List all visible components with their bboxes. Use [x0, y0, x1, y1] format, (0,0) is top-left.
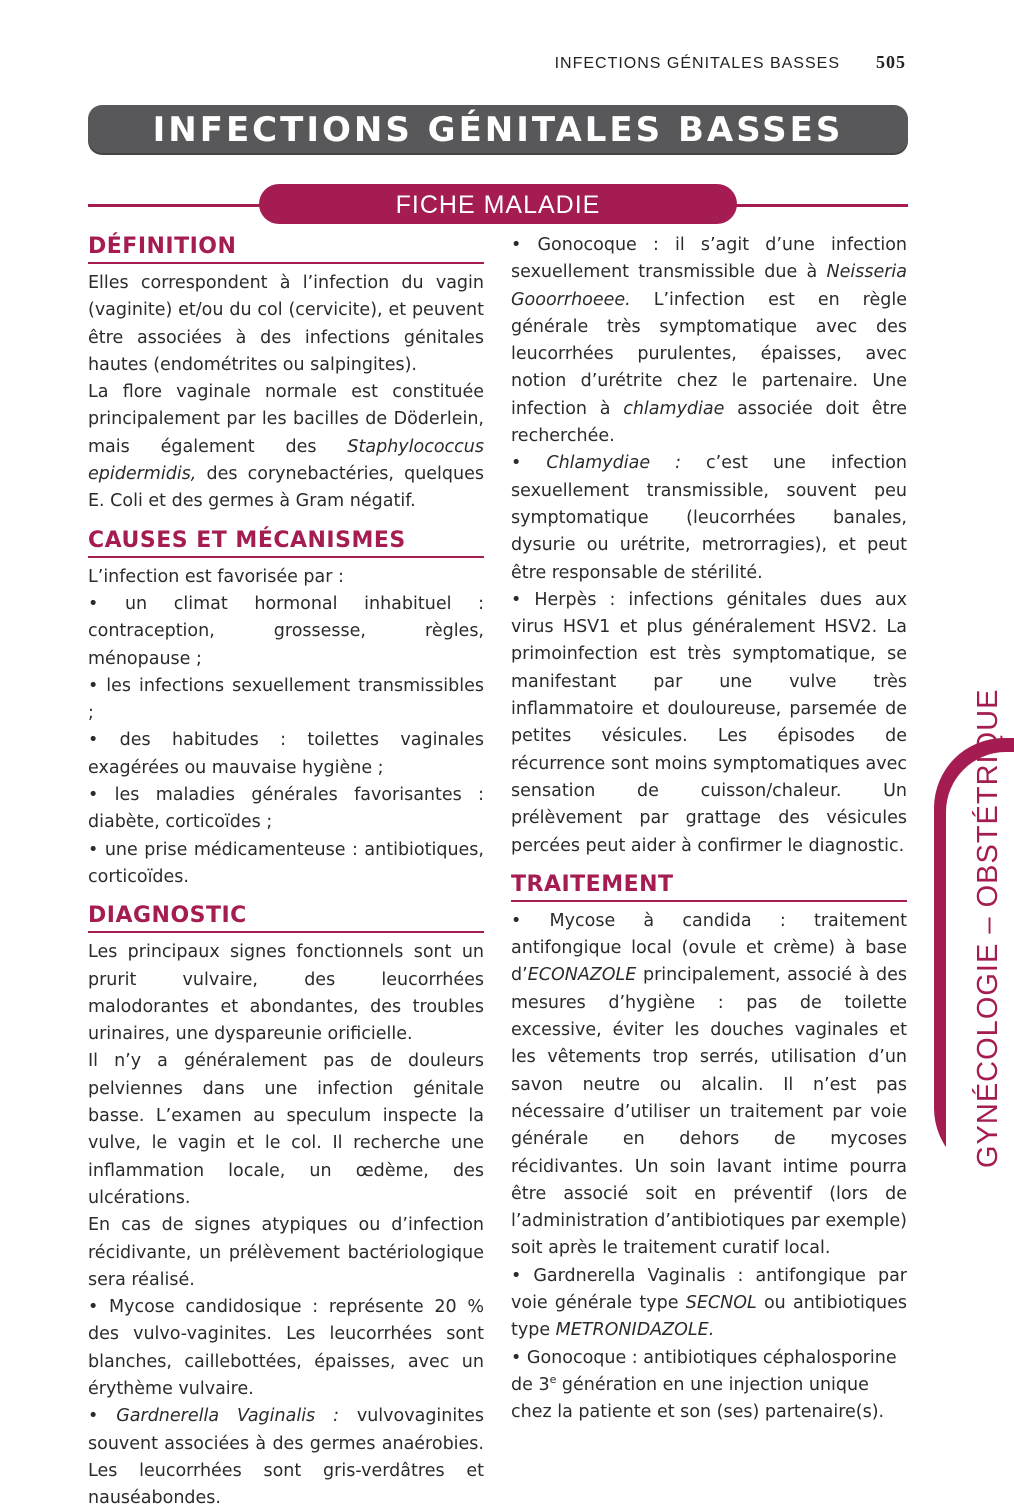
- italic-text: chlamydiae: [623, 398, 725, 419]
- page-number: 505: [876, 52, 906, 72]
- diagnostic-paragraph: En cas de signes atypiques ou d’infection récidivante, un prélèvement bactériologique sera réalisé.: [88, 1215, 484, 1290]
- text-span: associée doit être recherchée.: [511, 398, 908, 447]
- herpes-item: • Herpès : infections génitales dues aux virus HSV1 et plus généralement HSV2. La primoinfection est très symptomatique, se manifestant par une vulve très inflammatoire et douloureuse, parsemée de petites vésicules. Les épisodes de récurrence sont moins symptomatiques avec sensation de cuisson/chaleur. Un prélèvement par grattage des vésicules percées peut aider à confirmer le diagnostic.: [511, 589, 907, 856]
- text-span: L’infection est en règle générale très symptomatique avec des leucorrhées purulentes, épaisses, avec notion d’urétrite chez le partenaire. Une infection à: [511, 289, 907, 419]
- italic-text: SECNOL: [685, 1292, 757, 1313]
- gardnerella-item: • Gardnerella Vaginalis : vulvovaginites souvent associées à des germes anaérobies. Les leucorrhées sont gris-verdâtres et nauséabondes.: [88, 1406, 484, 1509]
- causes-heading: CAUSES ET MÉCANISMES: [88, 526, 484, 558]
- text-span: vulvovaginites souvent associées à des germes anaérobies. Les leucorrhées sont gris-verdâtres et nauséabondes.: [88, 1406, 484, 1509]
- running-title: INFECTIONS GÉNITALES BASSES: [554, 55, 840, 72]
- text-span: principalement, associé à des mesures d’hygiène : pas de toilette excessive, éviter les douches vaginales et les vêtements trop serrés, utilisation d’un savon neutre ou alcalin. Il n’est pas nécessaire d’utiliser un traitement par voie générale en dehors de mycoses récidivantes. Un soin lavant intime pourra être associé soit en préventif (lors de l’administration d’antibiotiques par exemple) soit après le traitement curatif local.: [511, 965, 907, 1259]
- running-header: [0, 52, 906, 73]
- right-column: [511, 232, 907, 1426]
- causes-item: • des habitudes : toilettes vaginales exagérées ou mauvaise hygiène ;: [88, 730, 484, 778]
- causes-item: • les maladies générales favorisantes : diabète, corticoïdes ;: [88, 785, 484, 833]
- causes-item: • une prise médicamenteuse : antibiotiques, corticoïdes.: [88, 839, 484, 887]
- superscript: e: [549, 1373, 557, 1387]
- text-span: La flore vaginale normale est constituée principalement par les bacilles de Döderlein, mais également des: [88, 382, 484, 457]
- left-column: [88, 232, 484, 1512]
- text-span: • Gonocoque : antibiotiques céphalosporine de 3: [511, 1347, 897, 1395]
- text-span: • Gonocoque : il s’agit d’une infection sexuellement transmissible due à: [511, 235, 907, 283]
- causes-item: • les infections sexuellement transmissibles ;: [88, 675, 484, 724]
- mycose-item: • Mycose candidosique : représente 20 % des vulvo-vaginites. Les leucorrhées sont blanches, caillebottées, épaisses, avec un érythème vulvaire.: [88, 1297, 484, 1399]
- italic-text: METRONIDAZOLE.: [555, 1320, 715, 1341]
- text-span: c’est une infection sexuellement transmissible, souvent peu symptomatique (leucorrhées banales, dysurie ou urétrite, metrorragies), et peut être responsable de stérilité.: [511, 453, 907, 583]
- italic-text: ECONAZOLE: [527, 965, 637, 986]
- text-span: • Gardnerella Vaginalis : antifongique par voie générale type: [511, 1265, 907, 1313]
- italic-text: Chlamydiae :: [546, 453, 682, 474]
- subtitle-rule-left: [88, 204, 263, 207]
- chlamydiae-item: • Chlamydiae : c’est une infection sexuellement transmissible, souvent peu symptomatique (leucorrhées banales, dysurie ou urétrite, metrorragies), et peut être responsable de stérilité.: [511, 453, 907, 583]
- text-span: des corynebactéries, quelques E. Coli et des germes à Gram négatif.: [88, 464, 484, 512]
- diagnostic-paragraph: Les principaux signes fonctionnels sont un prurit vulvaire, des leucorrhées malodorantes et abondantes, des troubles urinaires, une dyspareunie orificielle.: [88, 942, 484, 1045]
- diagnostic-heading: DIAGNOSTIC: [88, 901, 484, 933]
- causes-item: • un climat hormonal inhabituel : contraception, grossesse, règles, ménopause ;: [88, 593, 484, 669]
- traitement-mycose-item: [511, 908, 907, 1263]
- text-span: génération en une injection unique chez la patiente et son (ses) partenaire(s).: [511, 1374, 885, 1423]
- traitement-gardnerella-item: [511, 1263, 907, 1345]
- diagnostic-paragraph: Il n’y a généralement pas de douleurs pelviennes dans une infection génitale basse. L’examen au speculum inspecte la vulve, le vagin et le col. Il recherche une inflammation locale, un œdème, des ulcérations.: [88, 1051, 484, 1208]
- subtitle-rule-right: [733, 204, 908, 207]
- gonocoque-item: [511, 232, 907, 450]
- page-title: INFECTIONS GÉNITALES BASSES: [88, 105, 908, 153]
- italic-text: Neisseria Gooorrhoeee.: [511, 262, 907, 310]
- traitement-heading: TRAITEMENT: [511, 870, 907, 902]
- definition-paragraph: Elles correspondent à l’infection du vagin (vaginite) et/ou du col (cervicite), et peuvent être associées à des infections génitales hautes (endométrites ou salpingites).: [88, 273, 484, 375]
- text-span: ou antibiotiques type: [511, 1292, 907, 1341]
- flora-paragraph: [88, 379, 484, 515]
- side-tab-label: GYNÉCOLOGIE – OBSTÉTRIQUE: [972, 688, 1004, 1168]
- italic-text: Staphylococcus epidermidis,: [88, 436, 484, 485]
- traitement-gonocoque-item: [511, 1345, 907, 1427]
- italic-text: Gardnerella Vaginalis :: [116, 1406, 339, 1427]
- causes-intro: L’infection est favorisée par :: [88, 566, 344, 587]
- subtitle-badge: FICHE MALADIE: [259, 184, 737, 224]
- text-span: • Mycose à candida : traitement antifongique local (ovule et crème) à base d’: [511, 910, 907, 986]
- definition-heading: DÉFINITION: [88, 232, 484, 264]
